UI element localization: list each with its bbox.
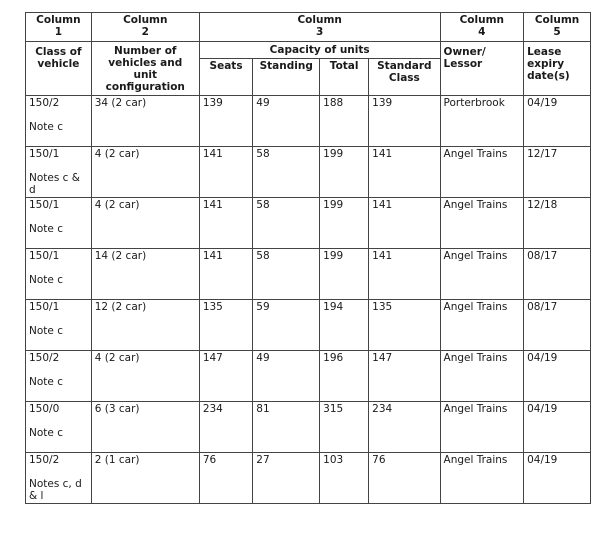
table-row (26, 351, 591, 402)
cell-owner: Angel Trains (440, 351, 524, 402)
cell-config: 14 (2 car) (91, 249, 199, 300)
column-4-label: Column 4 (440, 13, 524, 42)
cell-std: 141 (369, 198, 440, 249)
cell-owner: Angel Trains (440, 300, 524, 351)
cell-total: 188 (320, 96, 369, 147)
class-number: 150/2 (29, 352, 60, 364)
header-capacity: Capacity of units (199, 42, 440, 59)
class-note: Notes c, d & l (29, 478, 82, 502)
column-2-label: Column 2 (91, 13, 199, 42)
cell-class (26, 198, 92, 249)
cell-seats: 141 (199, 249, 252, 300)
cell-seats: 141 (199, 147, 252, 198)
header-seats: Seats (199, 59, 252, 96)
cell-owner: Angel Trains (440, 453, 524, 504)
table-row (26, 300, 591, 351)
cell-total: 199 (320, 147, 369, 198)
column-5-label: Column 5 (524, 13, 591, 42)
cell-std: 147 (369, 351, 440, 402)
cell-class (26, 402, 92, 453)
cell-std: 135 (369, 300, 440, 351)
cell-config: 4 (2 car) (91, 198, 199, 249)
header-standard-class: Standard Class (369, 59, 440, 96)
cell-seats: 141 (199, 198, 252, 249)
cell-lease: 04/19 (524, 351, 591, 402)
cell-standing: 27 (253, 453, 320, 504)
class-note: Note c (29, 274, 63, 286)
cell-lease: 08/17 (524, 300, 591, 351)
cell-owner: Angel Trains (440, 198, 524, 249)
cell-lease: 04/19 (524, 453, 591, 504)
cell-total: 103 (320, 453, 369, 504)
column-1-label: Column 1 (26, 13, 92, 42)
cell-seats: 139 (199, 96, 252, 147)
cell-config: 4 (2 car) (91, 147, 199, 198)
cell-std: 141 (369, 147, 440, 198)
cell-std: 141 (369, 249, 440, 300)
cell-config: 6 (3 car) (91, 402, 199, 453)
class-number: 150/1 (29, 301, 60, 313)
cell-std: 76 (369, 453, 440, 504)
cell-standing: 49 (253, 351, 320, 402)
column-3-label: Column 3 (199, 13, 440, 42)
cell-std: 139 (369, 96, 440, 147)
cell-config: 34 (2 car) (91, 96, 199, 147)
cell-config: 12 (2 car) (91, 300, 199, 351)
cell-lease: 04/19 (524, 96, 591, 147)
cell-owner: Porterbrook (440, 96, 524, 147)
class-note: Note c (29, 325, 63, 337)
class-note: Notes c & d (29, 172, 80, 196)
cell-class (26, 147, 92, 198)
table-row (26, 402, 591, 453)
cell-lease: 12/17 (524, 147, 591, 198)
cell-standing: 58 (253, 198, 320, 249)
cell-lease: 08/17 (524, 249, 591, 300)
cell-seats: 234 (199, 402, 252, 453)
class-number: 150/1 (29, 148, 60, 160)
cell-standing: 49 (253, 96, 320, 147)
cell-seats: 76 (199, 453, 252, 504)
cell-owner: Angel Trains (440, 147, 524, 198)
table-row (26, 198, 591, 249)
cell-class (26, 300, 92, 351)
class-number: 150/2 (29, 97, 60, 109)
header-lease-expiry: Lease expiry date(s) (524, 42, 591, 96)
rolling-stock-table (25, 12, 591, 504)
class-note: Note c (29, 121, 63, 133)
table-row (26, 453, 591, 504)
cell-config: 2 (1 car) (91, 453, 199, 504)
cell-standing: 58 (253, 249, 320, 300)
cell-config: 4 (2 car) (91, 351, 199, 402)
class-note: Note c (29, 427, 63, 439)
cell-total: 199 (320, 249, 369, 300)
class-note: Note c (29, 376, 63, 388)
class-number: 150/1 (29, 250, 60, 262)
cell-seats: 135 (199, 300, 252, 351)
header-owner-lessor: Owner/ Lessor (440, 42, 524, 96)
cell-total: 199 (320, 198, 369, 249)
header-standing: Standing (253, 59, 320, 96)
class-number: 150/2 (29, 454, 60, 466)
table-row (26, 249, 591, 300)
header-total: Total (320, 59, 369, 96)
cell-class (26, 96, 92, 147)
cell-std: 234 (369, 402, 440, 453)
cell-total: 194 (320, 300, 369, 351)
header-number-config: Number of vehicles and unit configuration (91, 42, 199, 96)
table-body (26, 96, 591, 504)
table-row (26, 96, 591, 147)
cell-lease: 04/19 (524, 402, 591, 453)
cell-class (26, 249, 92, 300)
table-row (26, 147, 591, 198)
cell-owner: Angel Trains (440, 249, 524, 300)
cell-class (26, 453, 92, 504)
class-number: 150/0 (29, 403, 60, 415)
cell-seats: 147 (199, 351, 252, 402)
cell-total: 196 (320, 351, 369, 402)
header-class-of-vehicle: Class of vehicle (26, 42, 92, 96)
class-number: 150/1 (29, 199, 60, 211)
cell-lease: 12/18 (524, 198, 591, 249)
cell-standing: 58 (253, 147, 320, 198)
class-note: Note c (29, 223, 63, 235)
cell-class (26, 351, 92, 402)
cell-total: 315 (320, 402, 369, 453)
cell-standing: 81 (253, 402, 320, 453)
cell-standing: 59 (253, 300, 320, 351)
cell-owner: Angel Trains (440, 402, 524, 453)
